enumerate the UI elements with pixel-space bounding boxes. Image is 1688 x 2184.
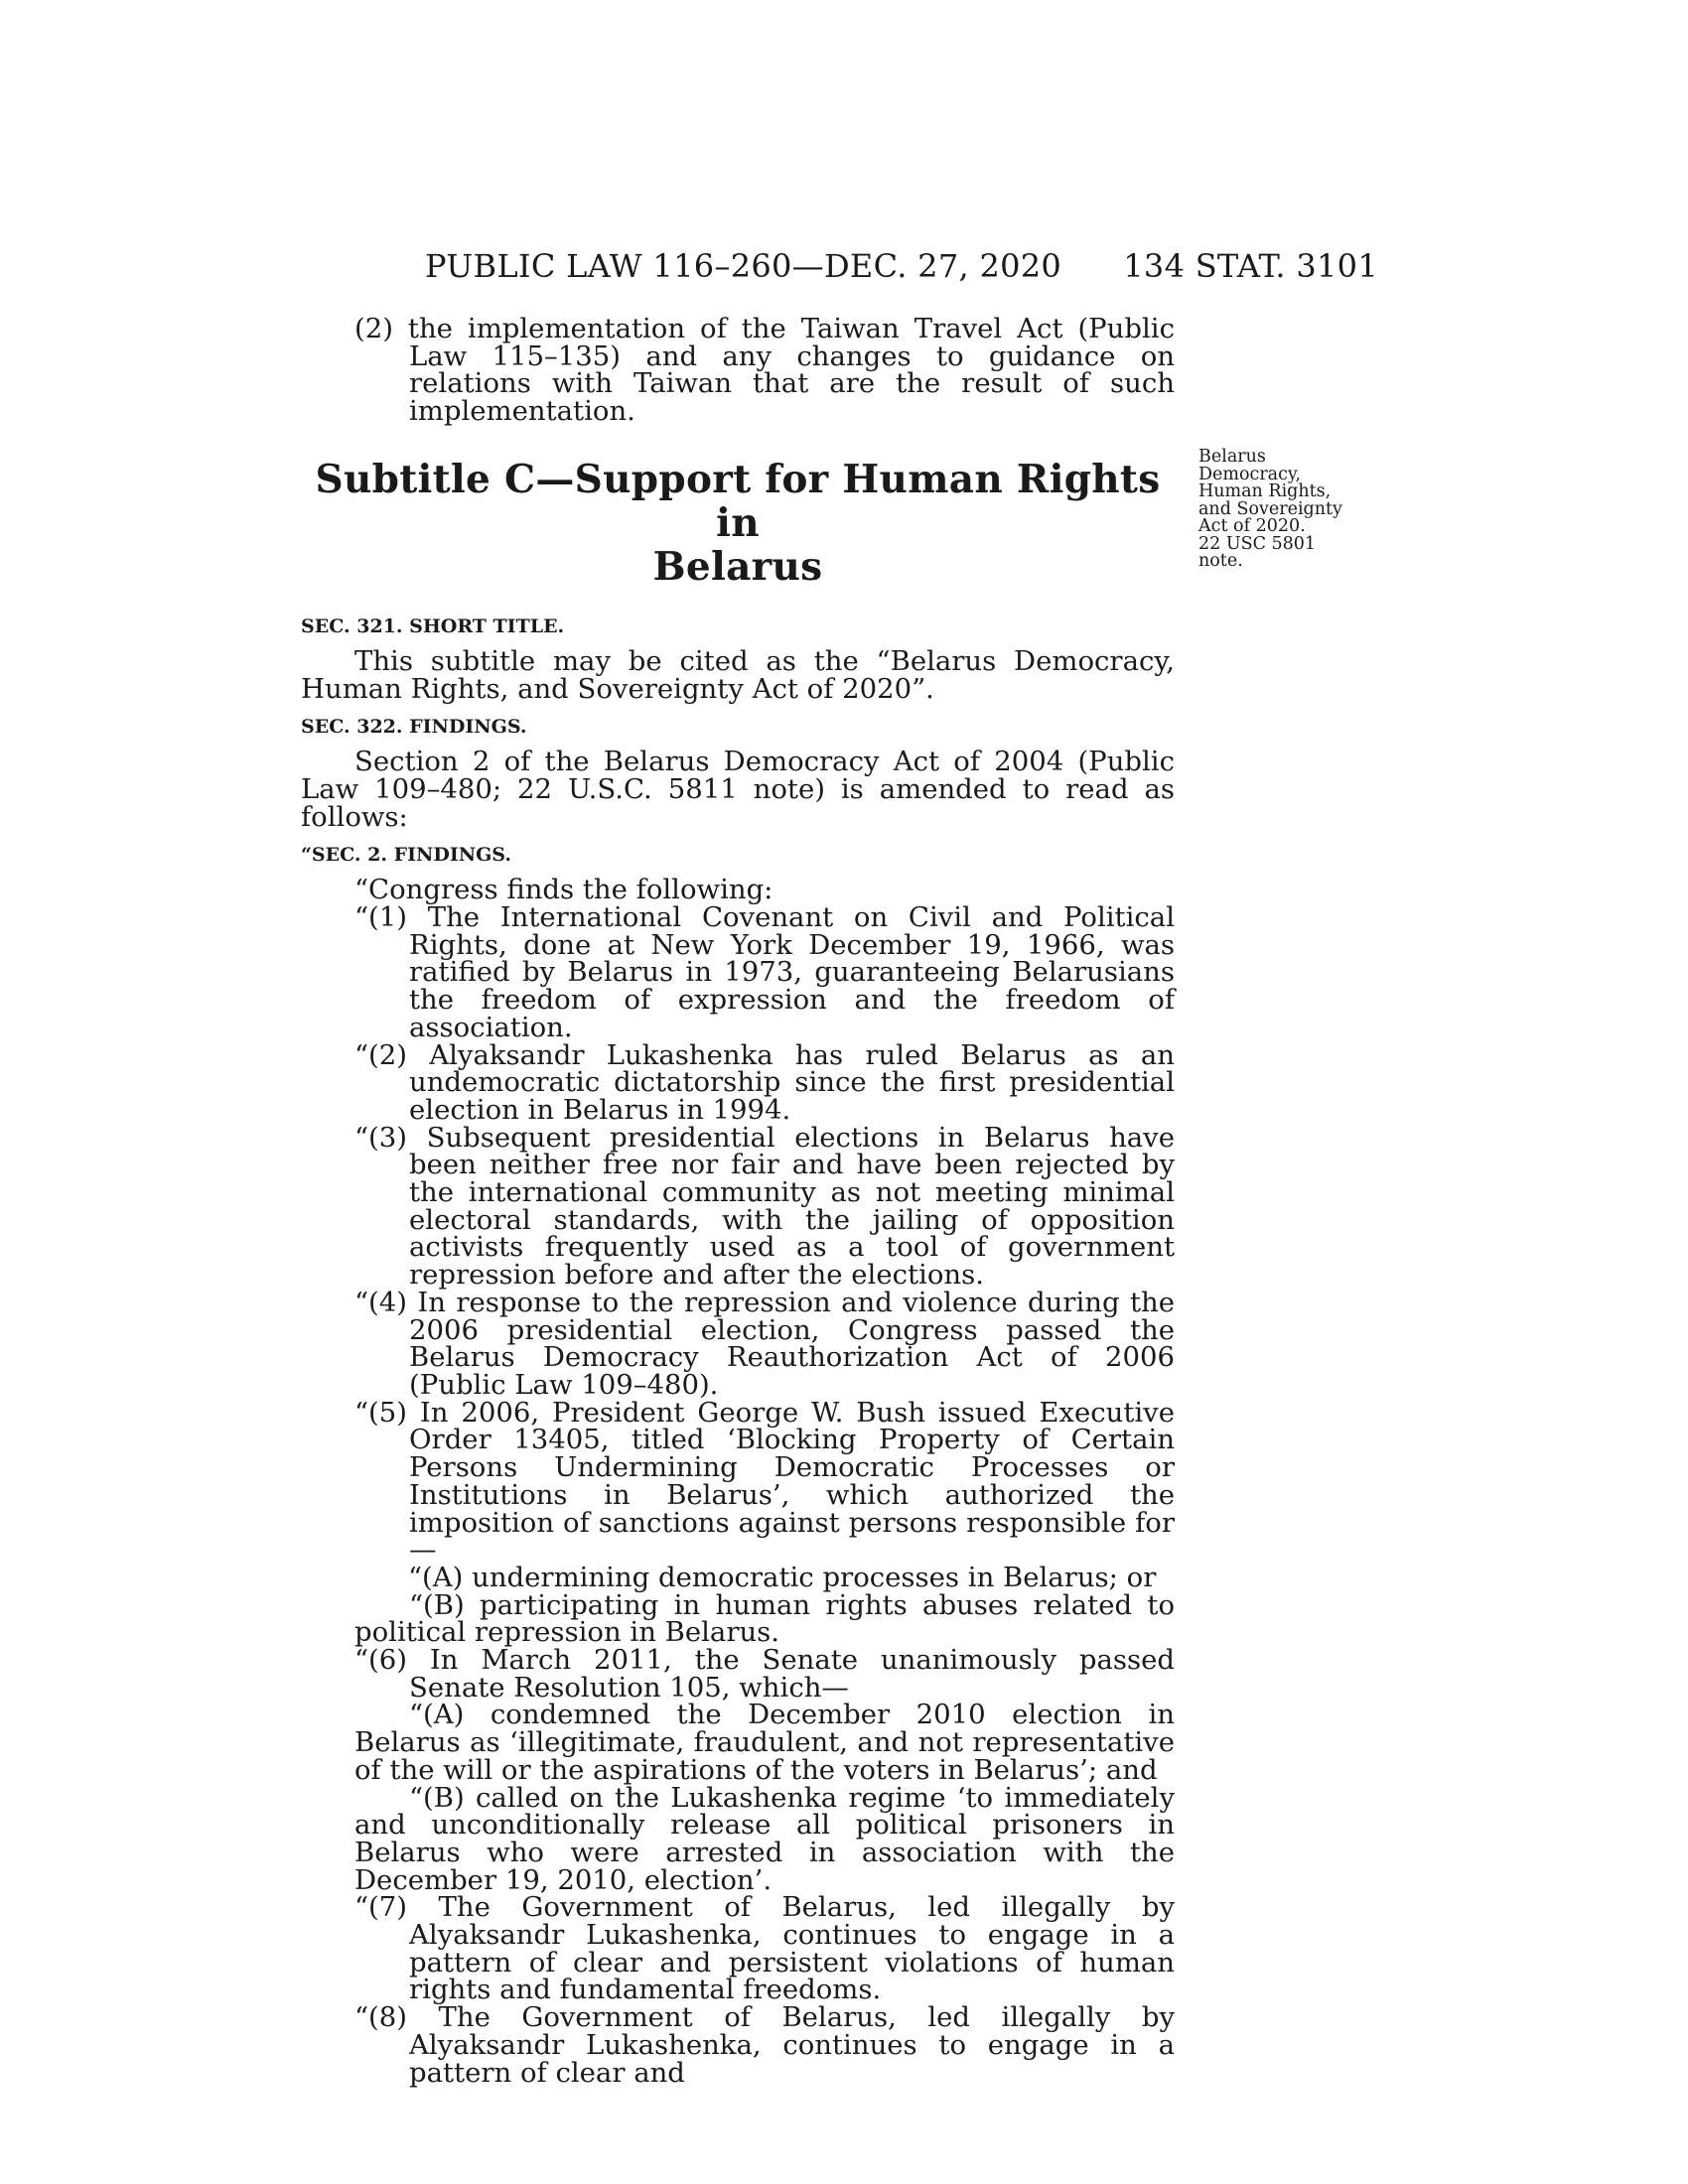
margin-note-line: Belarus: [1198, 447, 1266, 467]
subtitle-line-1: Subtitle C—Support for Human Rights in: [315, 456, 1161, 546]
finding-3: “(3) Subsequent presidential elections in Belarus have been neither free nor fair and have been rejected by the international community as not meeting minimal electoral standards, with the jailing of opposition activists frequently used as a tool of government repression before and after the elections.: [354, 1121, 1175, 1292]
finding-5-b: “(B) participating in human rights abuses related to political repression in Belarus.: [354, 1588, 1175, 1649]
margin-note: [1198, 449, 1387, 571]
main-text-column: [301, 313, 1175, 2089]
sec-321-text: This subtitle may be cited as the “Belarus Democracy, Human Rights, and Sovereignty Act of 2020”.: [301, 644, 1175, 705]
subtitle-line-2: Belarus: [652, 543, 823, 590]
margin-note-line: Human Rights,: [1198, 481, 1332, 501]
finding-6-b: “(B) called on the Lukashenka regime ‘to immediately and unconditionally release all political prisoners in Belarus who were arrested in association with the December 19, 2010, election’.: [354, 1781, 1175, 1896]
page-header: [425, 246, 1378, 286]
margin-note-line: Democracy,: [1198, 464, 1302, 484]
sec-2-heading: “SEC. 2. FINDINGS.: [301, 844, 511, 867]
finding-2: “(2) Alyaksandr Lukashenka has ruled Belarus as an undemocratic dictatorship since the first presidential election in Belarus in 1994.: [354, 1038, 1175, 1126]
intro-paragraph: (2) the implementation of the Taiwan Travel Act (Public Law 115–135) and any changes to guidance on relations with Taiwan that are the result of such implementation.: [354, 313, 1175, 428]
finding-4: “(4) In response to the repression and violence during the 2006 presidential election, Congress passed the Belarus Democracy Reauthorization Act of 2006 (Public Law 109–480).: [354, 1286, 1175, 1401]
margin-note-line: and Sovereignty: [1198, 498, 1342, 519]
finding-5-a: “(A) undermining democratic processes in Belarus; or: [408, 1561, 1157, 1593]
sec-322-text: Section 2 of the Belarus Democracy Act of 2004 (Public Law 109–480; 22 U.S.C. 5811 note) is amended to read as follows:: [301, 746, 1175, 833]
page-number: 134 STAT. 3101: [1123, 247, 1378, 285]
sec-321-heading: SEC. 321. SHORT TITLE.: [301, 614, 565, 637]
sec-322-heading: SEC. 322. FINDINGS.: [301, 716, 527, 739]
finding-7: “(7) The Government of Belarus, led illegally by Alyaksandr Lukashenka, continues to engage in a pattern of clear and persistent violations of human rights and fundamental freedoms.: [354, 1891, 1175, 2006]
finding-5: “(5) In 2006, President George W. Bush issued Executive Order 13405, titled ‘Blocking Property of Certain Persons Undermining Democratic Processes or Institutions in Belarus’, which authorized the imposition of sanctions against persons responsible for—: [354, 1396, 1175, 1567]
finding-1: “(1) The International Covenant on Civil and Political Rights, done at New York December 19, 1966, was ratified by Belarus in 1973, guaranteeing Belarusians the freedom of expression and the freedom of association.: [354, 901, 1175, 1043]
running-head-title: PUBLIC LAW 116–260—DEC. 27, 2020: [425, 247, 1062, 285]
finding-8: “(8) The Government of Belarus, led illegally by Alyaksandr Lukashenka, continues to engage in a pattern of clear and: [354, 2001, 1175, 2089]
findings-lead: “Congress finds the following:: [354, 874, 774, 906]
margin-note-line: 22 USC 5801: [1198, 533, 1317, 554]
margin-note-line: Act of 2020.: [1198, 516, 1306, 536]
finding-6: “(6) In March 2011, the Senate unanimously passed Senate Resolution 105, which—: [354, 1644, 1175, 1704]
finding-6-a: “(A) condemned the December 2010 election in Belarus as ‘illegitimate, fraudulent, and not representative of the will or the aspirations of the voters in Belarus’; and: [354, 1699, 1175, 1786]
subtitle-heading: [301, 458, 1175, 589]
margin-note-line: note.: [1198, 551, 1243, 571]
